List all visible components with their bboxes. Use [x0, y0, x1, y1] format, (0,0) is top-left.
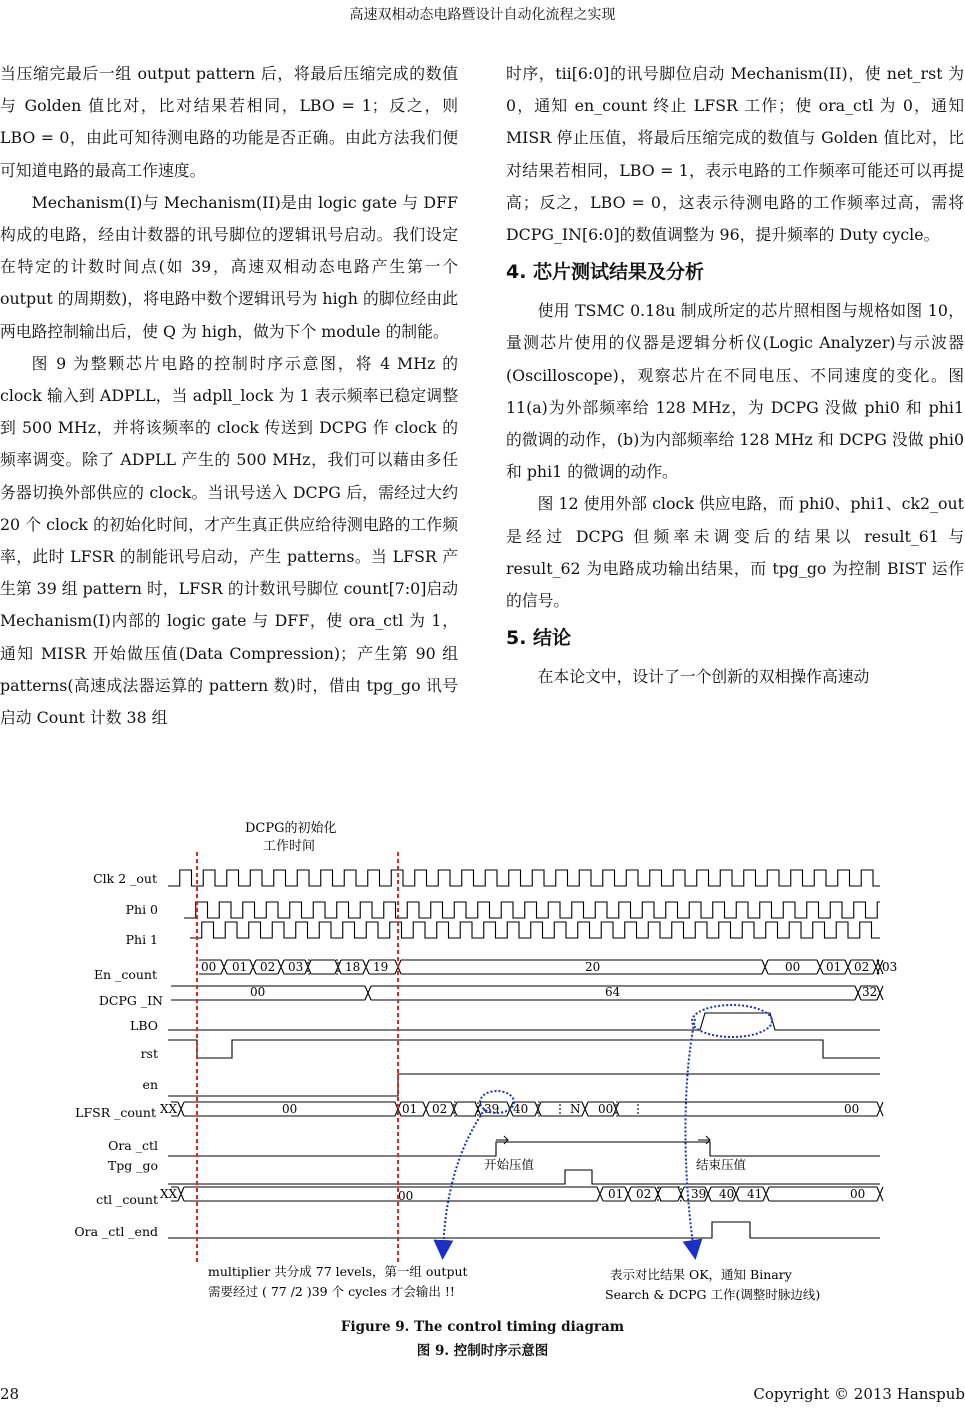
tpg-go-wave	[168, 1170, 880, 1184]
lfsr-count-value-00b: 00	[598, 1102, 614, 1116]
en-count-value-03: 03	[288, 960, 304, 974]
dcpg-in-value-32: 32	[862, 985, 878, 999]
right-paragraph-2: 使用 TSMC 0.18u 制成所定的芯片照相图与规格如图 10，量测芯片使用的仪器是逻辑分析仪(Logic Analyzer)与示波器(Oscilloscope)，观察芯片在不同电压、不同速度的变化。图 11(a)为外部频率给 128 MHz，为 DCPG 没做 phi0 和 phi1 的微调的动作，(b)为内部频率给 128 MHz 和 DCPG 没做 phi0 和 phi1 的微调的动作。	[506, 301, 964, 482]
signal-labels	[74, 871, 163, 1239]
rst-wave	[168, 1040, 880, 1058]
lfsr-count-value-02: 02	[432, 1102, 448, 1116]
lfsr-count-bus-dotted-segment	[538, 1102, 560, 1116]
running-header: 高速双相动态电路暨设计自动化流程之实现	[349, 7, 616, 23]
left-paragraph-1: 当压缩完最后一组 output pattern 后，将最后压缩完成的数值与 Golden 值比对，比对结果若相同，LBO = 1；反之，则 LBO = 0，由此可知待测电路的功能是否正确。由此方法我们便可知道电路的最高工作速度。	[0, 64, 458, 180]
lfsr-count-bus-dotted-segment	[616, 1102, 638, 1116]
ctl-count-value-40: 40	[719, 1187, 735, 1201]
timing-diagram-figure	[60, 812, 900, 1312]
blue-arrow-left	[443, 1109, 485, 1250]
signal-label-en: en	[142, 1077, 158, 1092]
phi0-wave	[184, 902, 880, 918]
en-count-value-18: 18	[345, 960, 361, 974]
lfsr-count-value-40: 40	[513, 1102, 529, 1116]
ctl-count-value-02: 02	[636, 1187, 652, 1201]
ctl-count-value-00b: 00	[850, 1187, 866, 1201]
signal-label-lbo: LBO	[130, 1018, 158, 1033]
right-column	[506, 58, 964, 693]
left-paragraph-3: 图 9 为整颗芯片电路的控制时序示意图，将 4 MHz 的 clock 输入到 ADPLL，当 adpll_lock 为 1 表示频率已稳定调整到 500 MHz，并将该频率的 clock 传送到 DCPG 作 clock 的频率调变。除了 ADPLL 产生的 500 MHz，我们可以藉由多任务器切换外部供应的 clock。当讯号送入 DCPG 后，需经过大约 20 个 clock 的初始化时间，才产生真正供应给待测电路的工作频率，此时 LFSR 的制能讯号启动，产生 patterns。当 LFSR 产生第 39 组 pattern 时，LFSR 的计数讯号脚位 count[7:0]启动 Mechanism(I)内部的 logic gate 与 DFF，使 ora_ctl 为 1，通知 MISR 开始做压值(Data Compression)；产生第 90 组 patterns(高速成法器运算的 pattern 数)时，借由 tpg_go 讯号启动 Count 计数 38 组	[0, 353, 458, 728]
copyright-notice: Copyright © 2013 Hanspub	[753, 1385, 965, 1403]
signal-label-phi1: Phi 1	[125, 932, 158, 947]
phi1-wave	[190, 922, 880, 938]
lfsr-count-bus-dotted-segment	[454, 1102, 478, 1116]
note-right-line-1: 表示对比结果 OK，通知 Binary	[610, 1267, 792, 1282]
en-count-value-02: 02	[260, 960, 276, 974]
signal-label-en-count: En _count	[93, 967, 157, 982]
en-count-bus-dotted-segment	[308, 960, 338, 974]
label-end-compress: 结束压值	[696, 1157, 747, 1172]
en-count-value-00b: 00	[785, 960, 801, 974]
ora-ctl-start-arrow	[496, 1136, 508, 1144]
lfsr-count-value-xx: XX	[160, 1102, 178, 1116]
ctl-count-value-xx: XX	[160, 1187, 178, 1201]
en-count-value-20: 20	[585, 960, 601, 974]
ora-ctl-end-arrow	[698, 1136, 710, 1144]
en-count-value-01: 01	[232, 960, 248, 974]
label-start-compress: 开始压值	[484, 1157, 535, 1172]
en-count-value-01b: 01	[826, 960, 842, 974]
lbo-wave	[168, 1013, 880, 1030]
right-paragraph-1: 时序，tii[6:0]的讯号脚位启动 Mechanism(II)，使 net_rst 为 0，通知 en_count 终止 LFSR 工作；使 ora_ctl 为 0，通知 MISR 停止压值，将最后压缩完成的数值与 Golden 值比对，比对结果若相同，LBO = 1，表示电路的工作频率可能还可以再提高；反之，LBO = 0，这表示待测电路的工作频率过高，需将 DCPG_IN[6:0]的数值调整为 96，提升频率的 Duty cycle。	[506, 64, 964, 245]
figure-caption-en: Figure 9. The control timing diagram	[340, 1319, 625, 1335]
signal-label-ctl-count: ctl _count	[96, 1192, 158, 1207]
lfsr-count-value-00: 00	[282, 1102, 298, 1116]
page-number: 28	[0, 1385, 20, 1403]
waveforms	[168, 870, 883, 1238]
right-paragraph-4: 在本论文中，设计了一个创新的双相操作高速动	[537, 667, 870, 687]
en-wave	[168, 1074, 880, 1096]
figure-caption-zh: 图 9. 控制时序示意图	[416, 1343, 549, 1359]
en-count-value-19: 19	[373, 960, 389, 974]
signal-label-dcpg-in: DCPG _IN	[98, 993, 163, 1008]
lfsr-count-value-01: 01	[402, 1102, 418, 1116]
ctl-count-value-41: 41	[747, 1187, 763, 1201]
left-column	[0, 58, 458, 734]
lfsr-count-value-00c: 00	[844, 1102, 860, 1116]
annotation-work-time: 工作时间	[263, 839, 316, 854]
signal-label-rst: rst	[140, 1046, 158, 1061]
signal-label-ora-ctl: Ora _ctl	[108, 1138, 158, 1153]
en-count-value-00: 00	[201, 960, 217, 974]
dcpg-in-value-64: 64	[605, 985, 621, 999]
lfsr-count-value-n: N	[570, 1102, 581, 1116]
ctl-count-bus-dotted-segment	[658, 1187, 681, 1201]
signal-label-lfsr-count: LFSR _count	[75, 1105, 156, 1120]
note-right-line-2: Search & DCPG 工作(调整时脉边线)	[605, 1287, 821, 1302]
signal-label-phi0: Phi 0	[125, 902, 158, 917]
section-4-heading: 4. 芯片测试结果及分析	[506, 261, 705, 284]
note-left-line-2: 需要经过 ( 77 /2 )39 个 cycles 才会输出 !!	[208, 1284, 455, 1299]
lfsr-count-value-39: 39	[484, 1102, 500, 1116]
blue-arrow-right	[685, 1019, 695, 1250]
timing-diagram-svg	[60, 812, 900, 1312]
en-count-value-02b: 02	[854, 960, 870, 974]
ora-ctl-wave	[168, 1142, 880, 1156]
dcpg-in-bus	[171, 986, 883, 1000]
blue-circle-lbo	[692, 1005, 772, 1037]
signal-label-clk2-out: Clk 2 _out	[93, 871, 157, 886]
note-left-line-1: multiplier 共分成 77 levels，第一组 output	[208, 1264, 468, 1279]
left-paragraph-2: Mechanism(I)与 Mechanism(II)是由 logic gate 与 DFF 构成的电路，经由计数器的讯号脚位的逻辑讯号启动。我们设定在特定的计数时间点(如 39，高速双相动态电路产生第一个 output 的周期数)，将电路中数个逻辑讯号为 high 的脚位经由此两电路控制输出后，使 Q 为 high，做为下个 module 的制能。	[0, 192, 458, 341]
ora-ctl-arrows	[496, 1136, 710, 1144]
section-5-heading: 5. 结论	[506, 627, 572, 650]
dcpg-in-value-00: 00	[250, 985, 266, 999]
clk2-out-wave	[168, 870, 880, 886]
signal-label-ora-ctl-end: Ora _ctl _end	[74, 1224, 158, 1239]
annotation-dcpg-init: DCPG的初始化	[245, 821, 337, 836]
ctl-count-value-01: 01	[608, 1187, 624, 1201]
right-paragraph-3: 图 12 使用外部 clock 供应电路，而 phi0、phi1、ck2_out 是经过 DCPG 但频率未调变后的结果以 result_61 与 result_62 为电路成功输出结果，而 tpg_go 为控制 BIST 运作的信号。	[506, 494, 964, 611]
ctl-count-bus	[171, 1187, 883, 1201]
ctl-count-value-00: 00	[398, 1189, 414, 1203]
ctl-count-value-39: 39	[691, 1187, 707, 1201]
ora-ctl-end-wave	[168, 1222, 880, 1238]
en-count-value-03b: 03	[882, 960, 898, 974]
signal-label-tpg-go: Tpg _go	[107, 1158, 158, 1173]
